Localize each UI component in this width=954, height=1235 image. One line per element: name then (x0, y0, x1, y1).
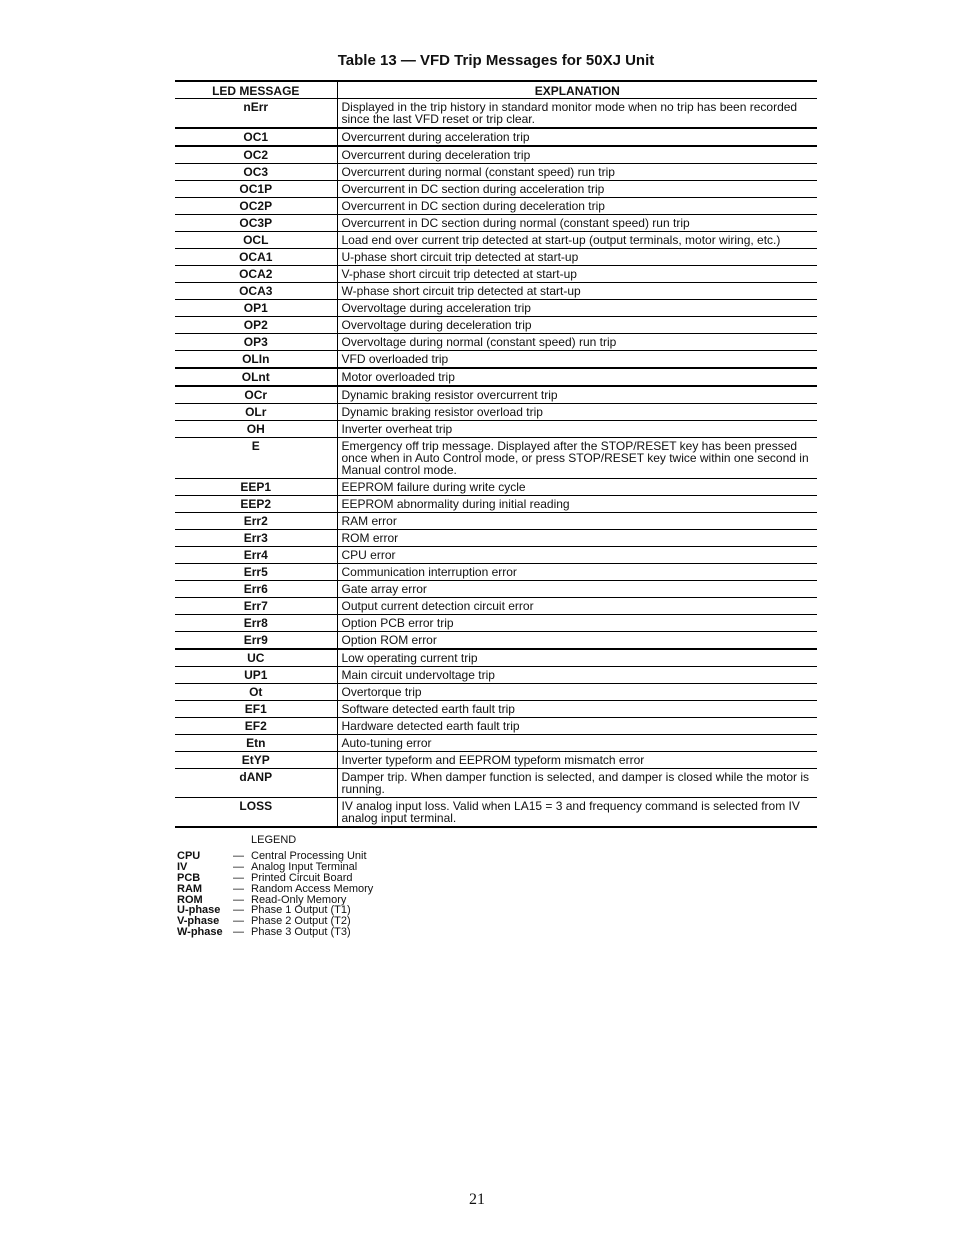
explanation-cell: Emergency off trip message. Displayed after the STOP/RESET key has been pressed once when in Auto Control mode, or press STOP/RESET key twice within one second in Manual control mode. (341, 439, 809, 477)
table-row (175, 99, 817, 129)
explanation-cell: Overtorque trip (341, 685, 422, 699)
explanation-cell: Overcurrent in DC section during deceleration trip (341, 199, 605, 213)
led-message-cell: OC2 (175, 146, 337, 164)
led-message-cell: OCA3 (175, 283, 337, 300)
led-message-cell: OC1 (175, 128, 337, 146)
led-message-cell: EtYP (175, 752, 337, 769)
explanation-cell: Inverter overheat trip (341, 422, 453, 436)
led-message-cell: Err2 (175, 513, 337, 530)
led-message-cell: OLr (175, 404, 337, 421)
legend-abbr: PCB (177, 871, 201, 884)
table-body (175, 99, 817, 828)
led-message-cell: OC1P (175, 181, 337, 198)
table-row (175, 496, 817, 513)
explanation-cell: Output current detection circuit error (341, 599, 534, 613)
table-row (175, 249, 817, 266)
table-row (175, 667, 817, 684)
explanation-cell: W-phase short circuit trip detected at start-up (341, 284, 581, 298)
led-message-cell: OP3 (175, 334, 337, 351)
led-message-cell: OLnt (175, 368, 337, 386)
explanation-cell: Option ROM error (341, 633, 437, 647)
table-row (175, 164, 817, 181)
led-message-cell: E (175, 438, 337, 479)
explanation-cell: EEPROM abnormality during initial reading (341, 497, 570, 511)
legend-meaning: Phase 1 Output (T1) (251, 904, 351, 917)
explanation-cell: Motor overloaded trip (341, 370, 455, 384)
legend-item (177, 884, 373, 895)
page-number: 21 (469, 1191, 485, 1208)
legend (177, 835, 373, 938)
explanation-cell: Overvoltage during normal (constant speed) run trip (341, 335, 617, 349)
trip-messages-table (175, 80, 817, 828)
legend-abbr: ROM (177, 893, 203, 906)
led-message-cell: Err9 (175, 632, 337, 650)
table-row (175, 283, 817, 300)
explanation-cell: Low operating current trip (341, 651, 478, 665)
table-row (175, 564, 817, 581)
legend-abbr: RAM (177, 882, 203, 895)
led-message-cell: OP1 (175, 300, 337, 317)
led-message-cell: LOSS (175, 798, 337, 828)
explanation-cell: Overcurrent in DC section during acceleration trip (341, 182, 605, 196)
led-message-cell: Err7 (175, 598, 337, 615)
led-message-cell: OCA1 (175, 249, 337, 266)
explanation-cell: ROM error (341, 531, 399, 545)
legend-abbr: IV (177, 860, 188, 873)
table-row (175, 404, 817, 421)
led-message-cell: Err3 (175, 530, 337, 547)
led-message-cell: dANP (175, 769, 337, 798)
table-row (175, 598, 817, 615)
explanation-cell: Load end over current trip detected at start-up (output terminals, motor wiring, etc.) (341, 233, 781, 247)
legend-dash: — (233, 849, 244, 862)
led-message-cell: OLIn (175, 351, 337, 369)
legend-dash: — (233, 882, 244, 895)
explanation-cell: Overcurrent in DC section during normal (constant speed) run trip (341, 216, 690, 230)
table-row (175, 513, 817, 530)
legend-meaning: Phase 3 Output (T3) (251, 926, 351, 939)
led-message-cell: OC3 (175, 164, 337, 181)
legend-meaning: Analog Input Terminal (251, 860, 358, 873)
legend-items (177, 851, 373, 938)
explanation-cell: Overcurrent during acceleration trip (341, 130, 530, 144)
led-message-cell: UP1 (175, 667, 337, 684)
led-message-cell: OCA2 (175, 266, 337, 283)
table-row (175, 198, 817, 215)
explanation-cell: Displayed in the trip history in standard monitor mode when no trip has been recorded since the last VFD reset or trip clear. (341, 100, 798, 126)
table-row (175, 581, 817, 598)
explanation-cell: Auto-tuning error (341, 736, 432, 750)
table-row (175, 421, 817, 438)
legend-abbr: CPU (177, 849, 201, 862)
table-header-row (175, 81, 817, 99)
explanation-cell: Option PCB error trip (341, 616, 454, 630)
led-message-cell: EF2 (175, 718, 337, 735)
table-row (175, 547, 817, 564)
legend-dash: — (233, 926, 244, 939)
explanation-cell: Overcurrent during deceleration trip (341, 148, 531, 162)
legend-meaning: Read-Only Memory (251, 893, 347, 906)
table-title: Table 13 — VFD Trip Messages for 50XJ Unit (337, 52, 655, 69)
explanation-cell: Overcurrent during normal (constant speed) run trip (341, 165, 615, 179)
table-row (175, 438, 817, 479)
explanation-cell: IV analog input loss. Valid when LA15 = 3 and frequency command is selected from IV analog input terminal. (341, 799, 800, 825)
table-row (175, 232, 817, 249)
explanation-cell: EEPROM failure during write cycle (341, 480, 526, 494)
explanation-cell: Communication interruption error (341, 565, 517, 579)
explanation-cell: V-phase short circuit trip detected at start-up (341, 267, 577, 281)
led-message-cell: OH (175, 421, 337, 438)
header-explanation: EXPLANATION (534, 84, 620, 98)
explanation-cell: Inverter typeform and EEPROM typeform mismatch error (341, 753, 645, 767)
table-row (175, 368, 817, 386)
table-row (175, 684, 817, 701)
table-row (175, 752, 817, 769)
led-message-cell: EEP2 (175, 496, 337, 513)
led-message-cell: OCL (175, 232, 337, 249)
table-row (175, 146, 817, 164)
explanation-cell: Dynamic braking resistor overload trip (341, 405, 543, 419)
led-message-cell: Err4 (175, 547, 337, 564)
legend-meaning: Central Processing Unit (251, 849, 367, 862)
explanation-cell: Main circuit undervoltage trip (341, 668, 495, 682)
explanation-cell: CPU error (341, 548, 396, 562)
legend-abbr: U-phase (177, 904, 221, 917)
legend-abbr: V-phase (177, 915, 220, 928)
table-row (175, 632, 817, 650)
led-message-cell: OCr (175, 386, 337, 404)
legend-item (177, 873, 373, 884)
table-row (175, 215, 817, 232)
table-row (175, 718, 817, 735)
legend-title: LEGEND (251, 834, 297, 846)
explanation-cell: Damper trip. When damper function is selected, and damper is closed while the motor is running. (341, 770, 810, 796)
table-row (175, 386, 817, 404)
explanation-cell: VFD overloaded trip (341, 352, 449, 366)
led-message-cell: OP2 (175, 317, 337, 334)
table-row (175, 735, 817, 752)
table-row (175, 334, 817, 351)
legend-dash: — (233, 860, 244, 873)
led-message-cell: EEP1 (175, 479, 337, 496)
explanation-cell: Gate array error (341, 582, 427, 596)
legend-item (177, 927, 373, 938)
table-row (175, 128, 817, 146)
led-message-cell: Err6 (175, 581, 337, 598)
table-row (175, 266, 817, 283)
led-message-cell: OC2P (175, 198, 337, 215)
table-row (175, 317, 817, 334)
legend-dash: — (233, 904, 244, 917)
table-row (175, 479, 817, 496)
explanation-cell: Overvoltage during deceleration trip (341, 318, 532, 332)
table-row (175, 530, 817, 547)
led-message-cell: nErr (175, 99, 337, 129)
legend-dash: — (233, 915, 244, 928)
led-message-cell: EF1 (175, 701, 337, 718)
explanation-cell: Overvoltage during acceleration trip (341, 301, 531, 315)
header-led-message: LED MESSAGE (175, 81, 337, 99)
explanation-cell: Dynamic braking resistor overcurrent trip (341, 388, 558, 402)
legend-dash: — (233, 871, 244, 884)
led-message-cell: Err8 (175, 615, 337, 632)
table-row (175, 701, 817, 718)
table-row (175, 615, 817, 632)
table-row (175, 798, 817, 828)
led-message-cell: OC3P (175, 215, 337, 232)
table-row (175, 351, 817, 369)
led-message-cell: Etn (175, 735, 337, 752)
explanation-cell: RAM error (341, 514, 397, 528)
explanation-cell: Software detected earth fault trip (341, 702, 515, 716)
legend-dash: — (233, 893, 244, 906)
led-message-cell: Err5 (175, 564, 337, 581)
legend-meaning: Printed Circuit Board (251, 871, 353, 884)
legend-meaning: Phase 2 Output (T2) (251, 915, 351, 928)
table-row (175, 649, 817, 667)
table-row (175, 181, 817, 198)
led-message-cell: UC (175, 649, 337, 667)
legend-abbr: W-phase (177, 926, 223, 939)
explanation-cell: Hardware detected earth fault trip (341, 719, 520, 733)
table-row (175, 769, 817, 798)
table-row (175, 300, 817, 317)
explanation-cell: U-phase short circuit trip detected at start-up (341, 250, 579, 264)
legend-meaning: Random Access Memory (251, 882, 374, 895)
led-message-cell: Ot (175, 684, 337, 701)
